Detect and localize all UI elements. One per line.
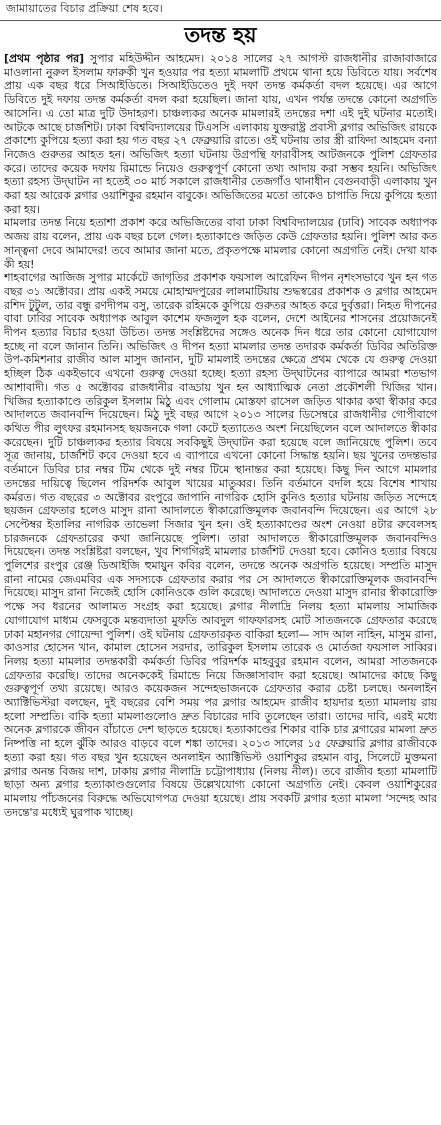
article-body [4, 52, 437, 1122]
previous-article-tail: জামায়াতের বিচার প্রক্রিয়া শেষ হবে। [6, 2, 163, 15]
article-headline: তদন্ত হয় [184, 22, 257, 47]
article-paragraph-2: মামলার তদন্ত নিয়ে হতাশা প্রকাশ করে অভিজিতের বাবা ঢাকা বিশ্ববিদ্যালয়ের (ঢাবি) সাবেক অধ্যাপক অজয় রায় বলেন, প্রায় এক বছর চলে গেল। হত্যাকাণ্ডে জড়িত কেউ গ্রেফতার হয়নি। পুলিশ আর কত সান্ত্বনা দেবে আমাদের! তবে আমার জানা মতে, প্রকৃতপক্ষে মামলার কোনো অগ্রগতি নেই। দেখা যাক কী হয়! [4, 216, 437, 271]
article-paragraph-3: শাহবাগের আজিজ সুপার মার্কেটে জাগৃতির প্রকাশক ফয়সাল আরেফিন দীপন নৃশংসভাবে খুন হন গত বছর ৩১ অক্টোবর। প্রায় একই সময়ে মোহাম্মদপুরের লালমাটিয়ায় শুদ্ধস্বরের প্রকাশক ও ব্লগার আহমেদ রশিদ টুটুল, তার বন্ধু রণদীপম বসু, তারেক রহিমকে কুপিয়ে গুরুতর আহত করে দুর্বৃত্তরা। নিহত দীপনের বাবা ঢাবির সাবেক অধ্যাপক আবুল কাশেম ফজলুল হক বলেন, দেশে আইনের শাসনের প্রয়োজনেই দীপন হত্যার বিচার হওয়া উচিত। তদন্ত সংশ্লিষ্টদের সঙ্গেও অনেক দিন ধরে তার কোনো যোগাযোগ হচ্ছে না বলে জানান তিনি। অভিজিৎ ও দীপন হত্যা মামলার তদন্ত তদারক কর্মকর্তা ডিবির অতিরিক্ত উপ-কমিশনার রাজীব আল মাসুদ জানান, দুটি মামলাই তদন্তের ক্ষেত্রে প্রথম থেকে যে গুরুত্ব দেওয়া হচ্ছিল ঠিক একইভাবে এখনো গুরুত্ব দেওয়া হচ্ছে। হত্যা রহস্য উদ্‌ঘাটনের ব্যাপারে আমরা শতভাগ আশাবাদী। গত ৫ অক্টোবর রাজধানীর বাড্ডায় খুন হন আধ্যাত্মিক নেতা প্রকৌশলী খিজির খান। খিজির হত্যাকাণ্ডে তরিকুল ইসলাম মিঠু এবং গোলাম মোস্তফা রাসেল জড়িত থাকার কথা স্বীকার করে আদালতে জবানবন্দি দিয়েছেন। মিঠু দুই বছর আগে ২০১৩ সালের ডিসেম্বরে রাজধানীর গোপীবাগে কথিত পীর লুৎফর রহমানসহ ছয়জনকে গলা কেটে হত্যাতেও অংশ নিয়েছিলেন বলে আদালতে স্বীকার করেছেন। দুটি চাঞ্চল্যকর হত্যার বিষয়ে সবকিছুই উদ্‌ঘাটন করা হয়েছে বলে জানিয়েছে পুলিশ। তবে সূত্র জানায়, চার্জশিট কবে দেওয়া হবে এ ব্যাপারে এখনো কোনো সিদ্ধান্ত হয়নি। ছয় খুনের তদন্তভার বর্তমানে ডিবির চার নম্বর টিম থেকে দুই নম্বর টিমে স্থানান্তর করা হয়েছে। কিছু দিন আগে মামলার তদন্তের দায়িত্বে ছিলেন পরিদর্শক আবুল খায়ের মাতুব্বর। তিনি বর্তমানে বদলি হয়ে বিশেষ শাখায় কর্মরত। গত বছরের ৩ অক্টোবর রংপুরে জাপানি নাগরিক হোসি কুনিও হত্যার ঘটনায় জড়িত সন্দেহে ছয়জন গ্রেফতার হলেও মাসুদ রানা আদালতে স্বীকারোক্তিমূলক জবানবন্দি দিয়েছেন। এর আগে ২৮ সেপ্টেম্বর ইতালির নাগরিক তাভেলা সিজার খুন হন। ওই হত্যাকাণ্ডের অংশ নেওয়া ৪টার রুবেলসহ চারজনকে গ্রেফতারের কথা জানিয়েছে পুলিশ। তারা আদালতে স্বীকারোক্তিমূলক জবানবন্দিও দিয়েছেন। তদন্ত সংশ্লিষ্টরা বলছেন, খুব শিগগিরই মামলার চার্জশিট দেওয়া হবে। কোনিও হত্যার বিষয়ে পুলিশের রংপুর রেঞ্জ ডিআইজি হুমায়ুন কবির বলেন, তদন্তে অনেক অগ্রগতি হয়েছে। সম্প্রতি মাসুদ রানা নামের জেএমবির এক সদস্যকে গ্রেফতার করার পর সে আদালতে স্বীকারোক্তিমূলক জবানবন্দি দিয়েছে। মাসুদ রানা নিজেই হোসি কোনিওকে গুলি করেছে। আদালতে দেওয়া মাসুদ রানার স্বীকারোক্তি পক্ষে সব ধরনের আলামত সংগ্রহ করা হয়েছে। ব্লগার নীলাদ্রি নিলয় হত্যা মামলায় সামাজিক যোগাযোগ মাধ্যম ফেসবুকে মন্তব্যদাতা মুফতি আবদুল গাফফারসহ মোট সাতজনকে গ্রেফতার করেছে ঢাকা মহানগর গোয়েন্দা পুলিশ। ওই ঘটনায় গ্রেফতারকৃত বাকিরা হলো— সাদ আল নাহিন, মাসুম রানা, কাওসার হোসেন খান, কামাল হোসেন সরদার, তারিকুল ইসলাম তারেক ও মোর্তজা ফয়সাল সাব্বির। নিলয় হত্যা মামলার তদন্তকারী কর্মকর্তা ডিবির পরিদর্শক মাহবুবুর রহমান বলেন, আমরা সাতজনকে গ্রেফতার করেছি। তাদের অনেককেই রিমান্ডে নিয়ে জিজ্ঞাসাবাদ করা হয়েছে। আমাদের কাছে কিছু গুরুত্বপূর্ণ তথ্য রয়েছে। আরও কয়েকজন সন্দেহভাজনকে গ্রেফতার করার চেষ্টা চলছে। অনলাইন অ্যাক্টিভিস্টরা বলছেন, দুই বছরের বেশি সময় পর ব্লগার আহমেদ রাজীব হায়দার হত্যা মামলায় রায় হলো সম্প্রতি। বাকি হত্যা মামলাগুলোও দ্রুত বিচারের দাবি তুলেছেন তারা। তাদের দাবি, এরই মধ্যে অনেক ব্লগারকে জীবন বাঁচাতে দেশ ছাড়তে হয়েছে। হত্যাকাণ্ডের শিকার বাকি চার ব্লগারের মামলা দ্রুত নিষ্পত্তি না হলে ঝুঁকি আরও বাড়বে বলে শঙ্কা তাদের। ২০১৩ সালের ১৫ ফেব্রুয়ারি ব্লগার রাজীবকে হত্যা করা হয়। গত বছর খুন হয়েছেন অনলাইন অ্যাক্টিভিস্ট ওয়াশিকুর রহমান বাবু, সিলেটে মুক্তমনা ব্লগার অনন্ত বিজয় দাশ, ঢাকায় ব্লগার নীলাদ্রি চট্টোপাধ্যায় (নিলয় নীল)। তবে রাজীব হত্যা মামলাটি ছাড়া অন্য ব্লগার হত্যাকাণ্ডগুলোর বিষয়ে উল্লেখযোগ্য কোনো অগ্রগতি নেই। কেবল ওয়াশিকুরের মামলায় পাঁচজনের বিরুদ্ধে অভিযোগপত্র দেওয়া হয়েছে। প্রায় সবকটি ব্লগার হত্যা মামলা 'সন্দেহ আর তদন্তে'র মধ্যেই ঘুরপাক খাচ্ছে। [4, 271, 437, 819]
paragraph-1-text: সুপার মহিউদ্দীন আহমেদ। ২০১৪ সালের ২৭ আগস্ট রাজধানীর রাজাবাজারে মাওলানা নুরুল ইসলাম ফারুকী খুন হওয়ার পর হত্যা মামলাটি প্রথমে থানা হয়ে ডিবিতে যায়। সর্বশেষ প্রায় এক বছর ধরে সিআইডিতে। সিআইডিতেও দুই দফা তদন্ত কর্মকর্তা বদল হয়েছে। এর আগে ডিবিতে দুই দফায় তদন্ত কর্মকর্তা বদল করা হয়েছিল। জানা যায়, এখন পর্যন্ত তদন্তে কোনো অগ্রগতি আসেনি। এ তো মাত্র দুটি উদাহরণ। চাঞ্চল্যকর অনেক মামলারই তদন্তের দশা এই দুই ঘটনার মতোই। আটকে আছে চার্জশিট। ঢাকা বিশ্ববিদ্যালয়ের টিএসসি এলাকায় যুক্তরাষ্ট্র প্রবাসী ব্লগার অভিজিৎ রায়কে প্রকাশ্যে কুপিয়ে হত্যা করা হয় গত বছর ২৭ ফেব্রুয়ারি রাতে। ওই ঘটনায় তার স্ত্রী রাফিদা আহমেদ বন্যা নিজেও গুরুতর আহত হন। অভিজিৎ হত্যা ঘটনায় উগ্রপন্থি ফারাবীসহ আটজনকে পুলিশ গ্রেফতার করে। তাদের কয়েক দফায় রিমান্ডে নিয়েও গুরুত্বপূর্ণ কোনো তথ্য আদায় করা সম্ভব হয়নি। অভিজিৎ হত্যা রহস্য উদ্‌ঘাটন না হতেই ৩০ মার্চ সকালে রাজধানীর তেজগাঁও থানাধীন বেগুনবাড়ী এলাকায় খুন করা হয় আরেক ব্লগার ওয়াশিকুর রহমান বাবুকে। অভিজিতের মতো তাকেও চাপাতি দিয়ে কুপিয়ে হত্যা করা হয়। [4, 52, 437, 216]
article-paragraph-1 [4, 52, 437, 216]
continued-from-label: [প্রথম পৃষ্ঠার পর] [4, 52, 85, 65]
